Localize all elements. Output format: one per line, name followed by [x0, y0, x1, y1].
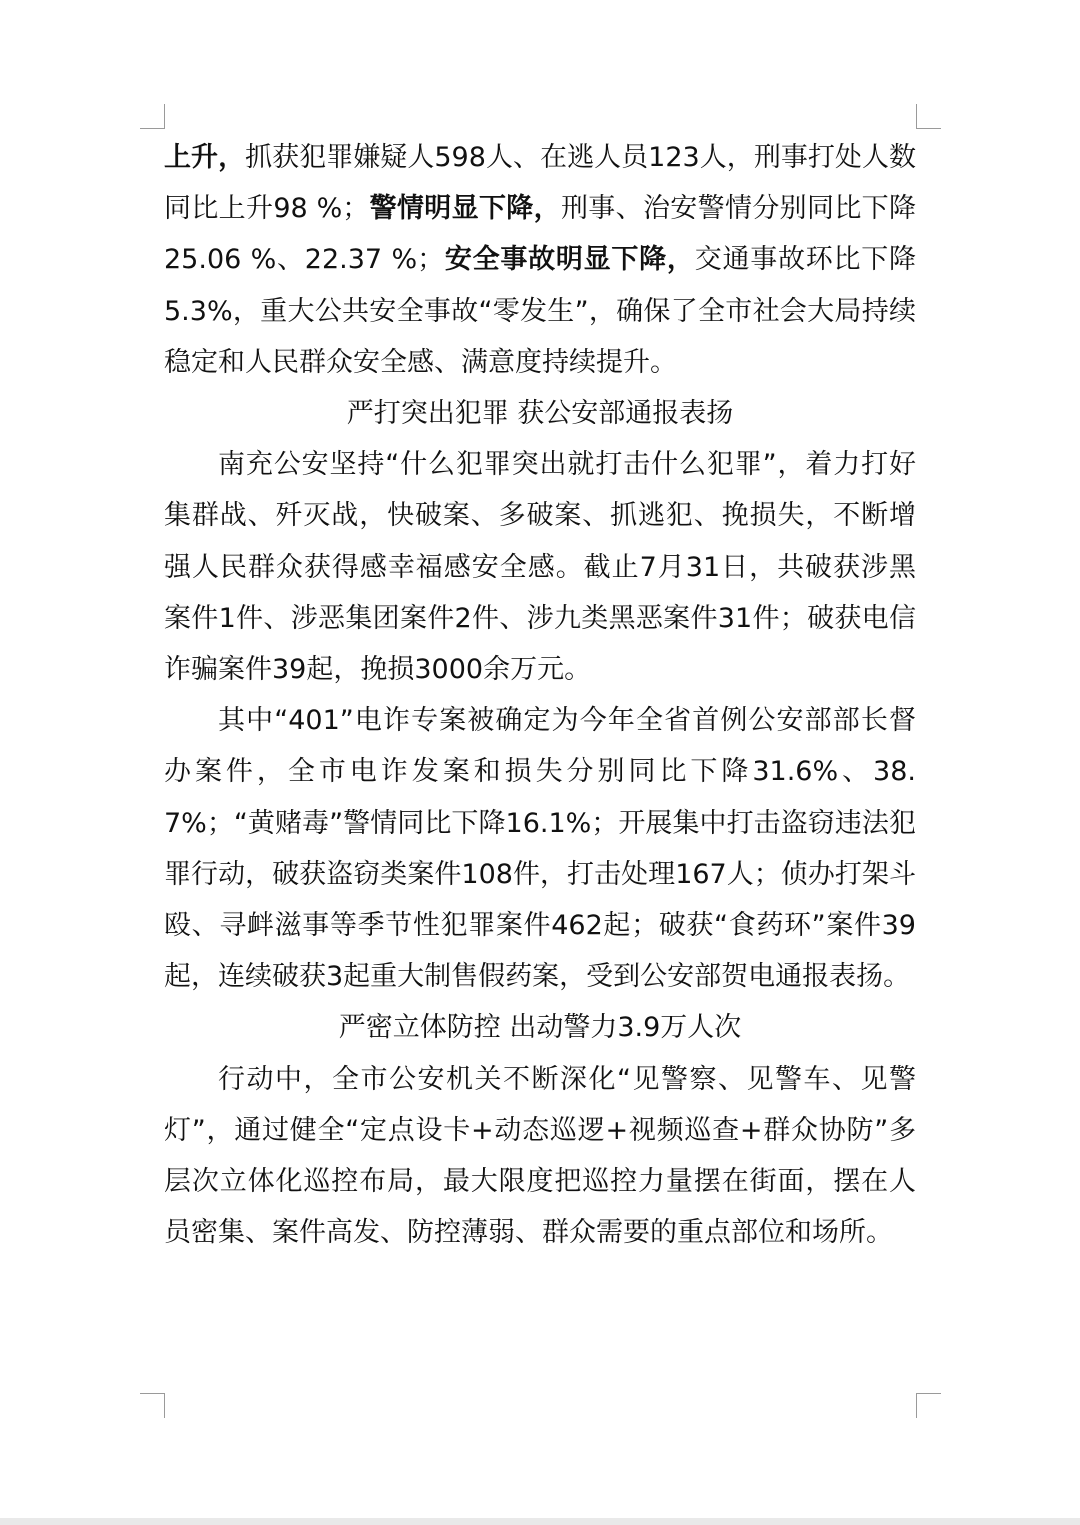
paragraph-1-text-1: 抓获犯罪嫌疑人598人、在逃人员123人，刑事打处人数同比上升98 %； [164, 142, 917, 225]
section-heading-crackdown: 严打突出犯罪 获公安部通报表扬 [346, 398, 734, 430]
document-body[interactable] [164, 132, 916, 1258]
page-corner-mark-bottom-left [140, 1393, 165, 1418]
highlight-accidents-decline: 安全事故明显下降， [444, 244, 695, 276]
page-corner-mark-top-right [916, 104, 941, 129]
page-corner-mark-top-left [140, 104, 165, 129]
highlight-alerts-decline: 警情明显下降， [369, 193, 561, 225]
paragraph-1-text-2: 刑事、治安警情分别同比下降25.06 %、22.37 %； [164, 193, 916, 276]
paragraph-1 [164, 132, 916, 388]
page-bottom-edge [0, 1518, 1080, 1525]
paragraph-1-text-3: 交通事故环比下降 5.3%，重大公共安全事故“零发生”，确保了全市社会大局持续稳定和人民群众安全感、满意度持续提升。 [164, 244, 917, 378]
paragraph-4: 行动中，全市公安机关不断深化“见警察、见警车、见警灯”，通过健全“定点设卡+动态巡逻+视频巡查+群众协防”多层次立体化巡控布局，最大限度把巡控力量摆在街面，摆在人员密集、案件高发、防控薄弱、群众需要的重点部位和场所。 [164, 1063, 916, 1249]
paragraph-2: 南充公安坚持“什么犯罪突出就打击什么犯罪”，着力打好集群战、歼灭战，快破案、多破案、抓逃犯、挽损失，不断增强人民群众获得感幸福感安全感。截止7月31日，共破获涉黑案件1件、涉恶集团案件2件、涉九类黑恶案件31件；破获电信诈骗案件39起，挽损3000余万元。 [164, 449, 916, 686]
page-corner-mark-bottom-right [916, 1393, 941, 1418]
highlight-rise: 上升， [164, 142, 246, 173]
paragraph-3: 其中“401”电诈专案被确定为今年全省首例公安部部长督办案件，全市电诈发案和损失分别同比下降31.6%、38.7%；“黄赌毒”警情同比下降16.1%；开展集中打击盗窃违法犯罪行动，破获盗窃类案件108件，打击处理167人；侦办打架斗殴、寻衅滋事等季节性犯罪案件462起；破获“食药环”案件39起，连续破获3起重大制售假药案，受到公安部贺电通报表扬。 [164, 705, 916, 993]
section-heading-prevention: 严密立体防控 出动警力3.9万人次 [338, 1012, 742, 1044]
